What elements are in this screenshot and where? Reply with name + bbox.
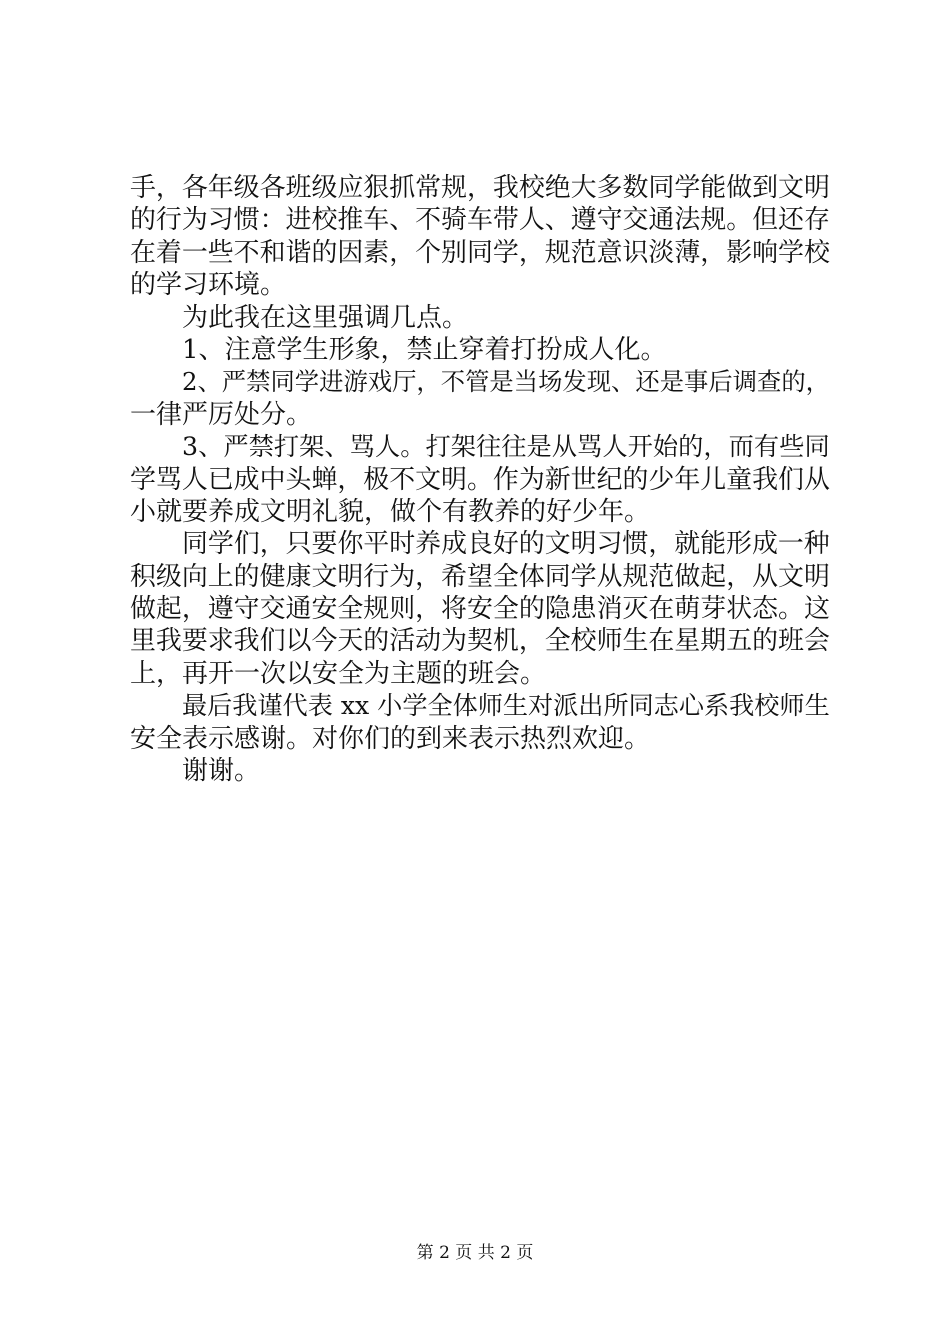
text-line-1: 手，各年级各班级应狠抓常规，我校绝大多数同学能做到文明 [130, 173, 830, 203]
text-line-12: 同学们，只要你平时养成良好的文明习惯，就能形成一种 [182, 529, 830, 560]
text-line-8: 一律严厉处分。 [130, 399, 313, 430]
text-line-11: 小就要养成文明礼貌，做个有教养的好少年。 [130, 496, 651, 527]
text-line-16: 上，再开一次以安全为主题的班会。 [130, 658, 547, 689]
text-line-4: 的学习环境。 [130, 270, 287, 301]
text-line-6: 1、注意学生形象，禁止穿着打扮成人化。 [182, 334, 667, 365]
text-line-10: 学骂人已成中头蝉，极不文明。作为新世纪的少年儿童我们从 [130, 464, 830, 495]
text-line-13: 积级向上的健康文明行为，希望全体同学从规范做起，从文明 [130, 561, 830, 592]
text-line-17: 最后我谨代表 xx 小学全体师生对派出所同志心系我校师生 [182, 691, 830, 721]
text-line-5: 为此我在这里强调几点。 [182, 302, 469, 333]
text-line-15: 里我要求我们以今天的活动为契机，全校师生在星期五的班会 [130, 626, 830, 657]
text-line-3: 在着一些不和谐的因素，个别同学，规范意识淡薄，影响学校 [130, 237, 830, 268]
text-line-14: 做起，遵守交通安全规则，将安全的隐患消灭在萌芽状态。这 [130, 594, 830, 625]
text-line-2: 的行为习惯：进校推车、不骑车带人、遵守交通法规。但还存 [130, 205, 830, 236]
text-line-9: 3、严禁打架、骂人。打架往往是从骂人开始的，而有些同 [182, 432, 830, 462]
text-line-7: 2、严禁同学进游戏厅，不管是当场发现、还是事后调查的， [182, 367, 831, 397]
page-number-footer: 第 2 页 共 2 页 [416, 1243, 534, 1263]
document-body [130, 172, 830, 787]
text-line-19: 谢谢。 [182, 756, 261, 787]
text-line-18: 安全表示感谢。对你们的到来表示热烈欢迎。 [130, 723, 651, 754]
